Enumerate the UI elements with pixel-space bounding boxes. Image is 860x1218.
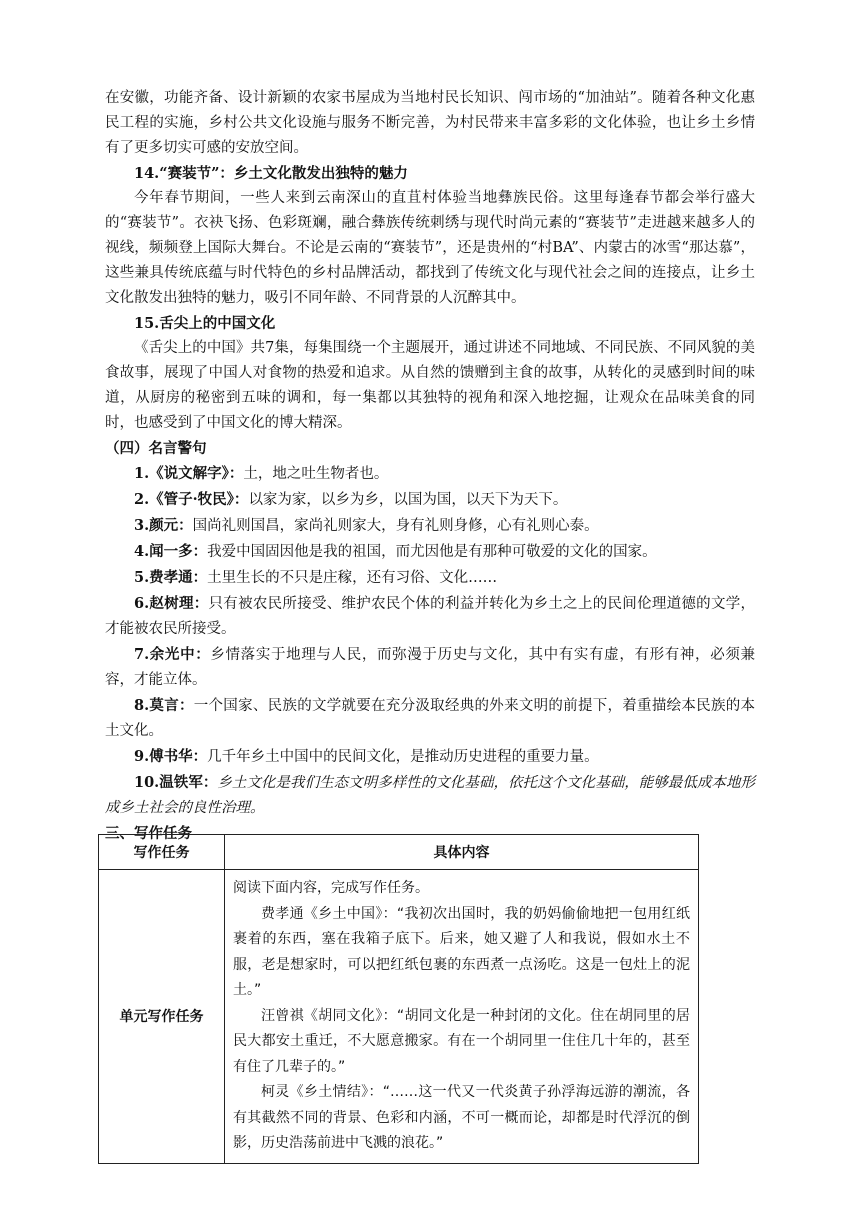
quote-source: 7.余光中： xyxy=(134,646,211,663)
quote-text: 几千年乡土中国中的民间文化，是推动历史进程的重要力量。 xyxy=(207,749,599,765)
task-lead: 阅读下面内容，完成写作任务。 xyxy=(233,880,429,896)
task-quote-1: 费孝通《乡土中国》：“我初次出国时，我的奶妈偷偷地把一包用红纸裹着的东西，塞在我箱子底下。后来，她又避了人和我说，假如水土不服，老是想家时，可以把红纸包裹的东西煮一点汤吃。这是一包灶上的泥土。” xyxy=(233,905,690,998)
quote-text: 土里生长的不只是庄稼，还有习俗、文化…… xyxy=(207,570,498,586)
quote-source: 2.《管子·牧民》： xyxy=(134,491,249,508)
quote-item xyxy=(105,642,755,693)
writing-task-table xyxy=(98,834,699,1164)
intro-paragraph: 在安徽，功能齐备、设计新颖的农家书屋成为当地村民长知识、闯市场的“加油站”。随着各种文化惠民工程的实施，乡村公共文化设施与服务不断完善，为村民带来丰富多彩的文化体验，也让乡土乡情有了更多切实可感的安放空间。 xyxy=(105,90,755,156)
task-quote-2: 汪曾祺《胡同文化》：“胡同文化是一种封闭的文化。住在胡同里的居民大都安土重迁，不大愿意搬家。有在一个胡同里一住住几十年的，甚至有住了几辈子的。” xyxy=(233,1007,690,1075)
quote-item xyxy=(105,487,755,513)
quote-text: 以家为家，以乡为乡，以国为国，以天下为天下。 xyxy=(248,492,568,508)
quote-source: 9.傅书华： xyxy=(134,748,208,765)
paragraph-15: 《舌尖上的中国》共7集，每集围绕一个主题展开，通过讲述不同地域、不同民族、不同风貌的美食故事，展现了中国人对食物的热爱和追求。从自然的馈赠到主食的故事，从转化的灵感到时间的味道，从厨房的秘密到五味的调和，每一集都以其独特的视角和深入地挖掘，让观众在品味美食的同时，也感受到了中国文化的博大精深。 xyxy=(105,340,755,431)
quote-item xyxy=(105,513,755,539)
quote-source: 10.温铁军： xyxy=(134,774,218,791)
quote-source: 1.《说文解字》： xyxy=(134,465,244,482)
quote-text: 一个国家、民族的文学就要在充分汲取经典的外来文明的前提下，着重描绘本民族的本土文化。 xyxy=(105,698,755,739)
quote-item xyxy=(105,744,755,770)
quote-text: 乡情落实于地理与人民，而弥漫于历史与文化，其中有实有虚，有形有神，必须兼容，才能立体。 xyxy=(105,647,755,688)
quote-text: 国尚礼则国昌，家尚礼则家大，身有礼则身修，心有礼则心泰。 xyxy=(192,518,599,534)
quote-text: 只有被农民所接受、维护农民个体的利益并转化为乡土之上的民间伦理道德的文学，才能被农民所接受。 xyxy=(105,596,756,637)
quote-text: 我爱中国固因他是我的祖国，而尤因他是有那种可敬爱的文化的国家。 xyxy=(207,544,657,560)
quote-source: 4.闻一多： xyxy=(134,543,208,560)
row-label: 单元写作任务 xyxy=(99,870,225,1164)
quote-item xyxy=(105,461,755,487)
quote-text: 乡土文化是我们生态文明多样性的文化基础，依托这个文化基础，能够最低成本地形成乡土社会的良性治理。 xyxy=(105,775,755,816)
quote-text: 土，地之吐生物者也。 xyxy=(243,466,389,482)
quotes-list xyxy=(105,461,755,821)
document-body xyxy=(105,86,755,846)
row-content xyxy=(225,870,699,1164)
section-heading-14: 14.“赛装节”：乡土文化散发出独特的魅力 xyxy=(134,165,408,182)
quote-item xyxy=(105,770,755,821)
table-header-row xyxy=(99,835,699,870)
quote-item xyxy=(105,539,755,565)
table-header-task: 写作任务 xyxy=(99,835,225,870)
quote-item xyxy=(105,693,755,744)
quote-item xyxy=(105,565,755,591)
quote-source: 5.费孝通： xyxy=(134,569,208,586)
section-heading-15: 15.舌尖上的中国文化 xyxy=(134,315,276,332)
writing-heading: 三、写作任务 xyxy=(105,825,192,842)
paragraph-14: 今年春节期间，一些人来到云南深山的直苴村体验当地彝族民俗。这里每逢春节都会举行盛大的“赛装节”。衣袂飞扬、色彩斑斓，融合彝族传统刺绣与现代时尚元素的“赛装节”走进越来越多人的视线，频频登上国际大舞台。不论是云南的“赛装节”，还是贵州的“村BA”、内蒙古的冰雪“那达慕”，这些兼具传统底蕴与时代特色的乡村品牌活动，都找到了传统文化与现代社会之间的连接点，让乡土文化散发出独特的魅力，吸引不同年龄、不同背景的人沉醉其中。 xyxy=(105,190,755,306)
quote-source: 6.赵树理： xyxy=(134,595,209,612)
quote-item xyxy=(105,591,755,642)
table-row xyxy=(99,870,699,1164)
quote-source: 8.莫言： xyxy=(134,697,194,714)
table-header-content: 具体内容 xyxy=(225,835,699,870)
task-quote-3: 柯灵《乡土情结》：“……这一代又一代炎黄子孙浮海远游的潮流，各有其截然不同的背景、色彩和内涵，不可一概而论，却都是时代浮沉的倒影，历史浩荡前进中飞溅的浪花。” xyxy=(233,1084,690,1151)
quote-source: 3.颜元： xyxy=(134,517,193,534)
quotes-heading: （四）名言警句 xyxy=(105,440,207,457)
